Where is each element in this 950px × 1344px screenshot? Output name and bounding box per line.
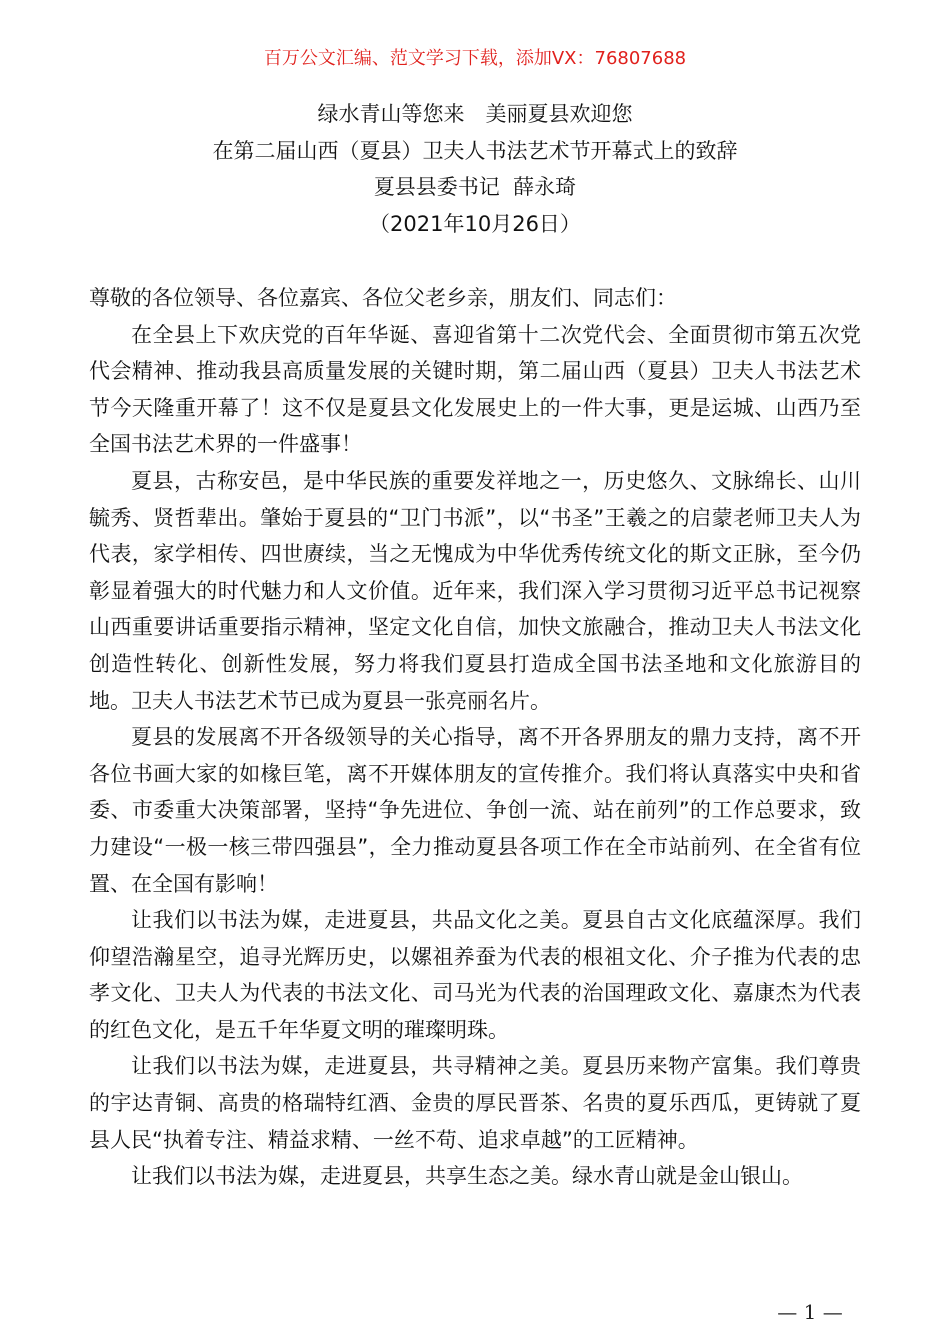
paragraph-opening: 在全县上下欢庆党的百年华诞、喜迎省第十二次党代会、全面贯彻市第五次党代会精神、推动我县高质量发展的关键时期，第二届山西（夏县）卫夫人书法艺术节今天隆重开幕了！这不仅是夏县文化发展史上的一件大事，更是运城、山西乃至全国书法艺术界的一件盛事！ (89, 322, 861, 457)
salutation: 尊敬的各位领导、各位嘉宾、各位父老乡亲，朋友们、同志们： (89, 286, 677, 310)
paragraph-culture: 让我们以书法为媒，走进夏县，共品文化之美。夏县自古文化底蕴深厚。我们仰望浩瀚星空，追寻光辉历史，以嫘祖养蚕为代表的根祖文化、介子推为代表的忠孝文化、卫夫人为代表的书法文化、司马光为代表的治国理政文化、嘉康杰为代表的红色文化，是五千年华夏文明的璀璨明珠。 (89, 908, 861, 1042)
paragraph-development: 夏县的发展离不开各级领导的关心指导，离不开各界朋友的鼎力支持，离不开各位书画大家的如椽巨笔，离不开媒体朋友的宣传推介。我们将认真落实中央和省委、市委重大决策部署，坚持“争先进位、争创一流、站在前列”的工作总要求，致力建设“一极一核三带四强县”，全力推动夏县各项工作在全市站前列、在全省有位置、在全国有影响！ (89, 725, 861, 896)
document-heading (0, 96, 950, 242)
page-number: — 1 — (777, 1300, 843, 1324)
page-subtitle: 在第二届山西（夏县）卫夫人书法艺术节开幕式上的致辞 (212, 138, 738, 163)
paragraph-ecology: 让我们以书法为媒，走进夏县，共享生态之美。绿水青山就是金山银山。 (131, 1164, 803, 1189)
speech-date: （2021年10月26日） (369, 211, 581, 236)
paragraph-history: 夏县，古称安邑，是中华民族的重要发祥地之一，历史悠久、文脉绵长、山川毓秀、贤哲辈出。肇始于夏县的“卫门书派”，以“书圣”王羲之的启蒙老师卫夫人为代表，家学相传、四世赓续，当之无愧成为中华优秀传统文化的斯文正脉，至今仍彰显着强大的时代魅力和人文价值。近年来，我们深入学习贯彻习近平总书记视察山西重要讲话重要指示精神，坚定文化自信，加快文旅融合，推动卫夫人书法文化创造性转化、创新性发展，努力将我们夏县打造成全国书法圣地和文化旅游目的地。卫夫人书法艺术节已成为夏县一张亮丽名片。 (89, 468, 861, 713)
speech-body (89, 280, 861, 1195)
page-title: 绿水青山等您来 美丽夏县欢迎您 (317, 102, 633, 126)
speaker-line: 夏县县委书记 薛永琦 (373, 175, 577, 199)
paragraph-spirit: 让我们以书法为媒，走进夏县，共寻精神之美。夏县历来物产富集。我们尊贵的宇达青铜、高贵的格瑞特红酒、金贵的厚民晋茶、名贵的夏乐西瓜，更铸就了夏县人民“执着专注、精益求精、一丝不苟、追求卓越”的工匠精神。 (89, 1054, 861, 1152)
watermark-banner: 百万公文汇编、范文学习下载，添加VX：76807688 (263, 48, 687, 69)
